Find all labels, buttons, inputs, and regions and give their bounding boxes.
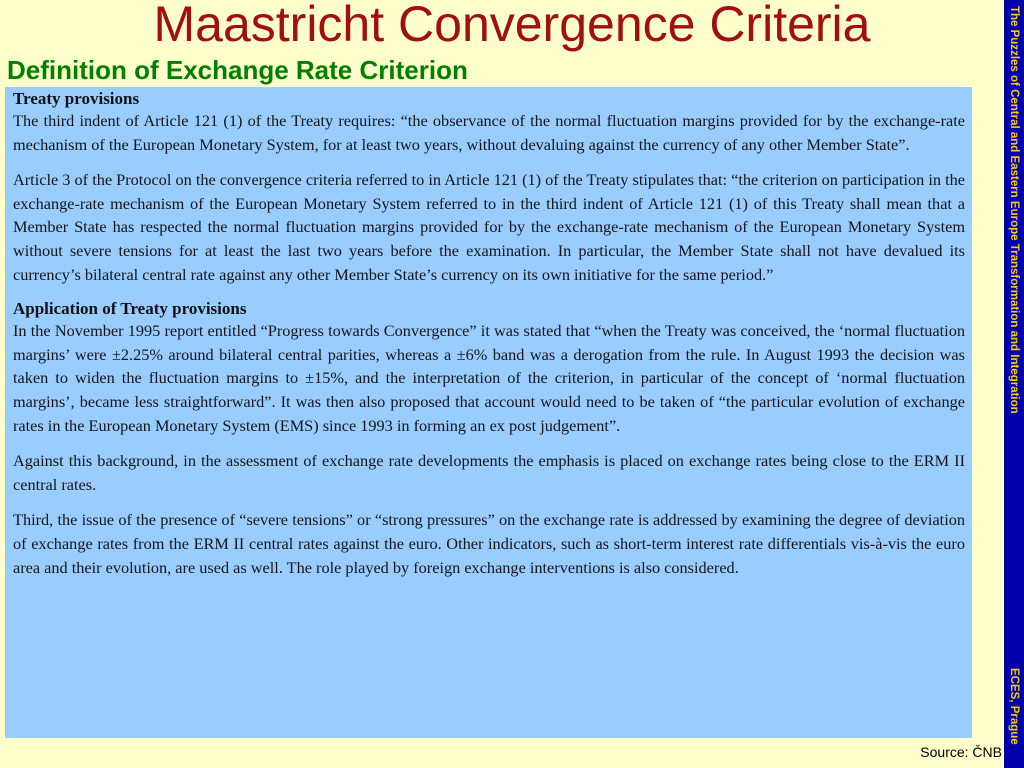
- paragraph-severe-tensions: Third, the issue of the presence of “severe tensions” or “strong pressures” on the exchange rate is addressed by examining the degree of deviation of exchange rates from the ERM II central rates against the euro. Other indicators, such as short-term interest rate differentials vis-à-vis the euro area and their evolution, are used as well. The role played by foreign exchange interventions is also considered.: [13, 510, 965, 577]
- paragraph-article-121: The third indent of Article 121 (1) of the Treaty requires: “the observance of the normal fluctuation margins provided for by the exchange-rate mechanism of the European Monetary System, for at least two years, without devaluing against the currency of any other Member State”.: [13, 111, 965, 154]
- paragraph-1995-report: In the November 1995 report entitled “Progress towards Convergence” it was stated that “when the Treaty was conceived, the ‘normal fluctuation margins’ were ±2.25% around bilateral central parities, whereas a ±6% band was a derogation from the rule. In August 1993 the decision was taken to widen the fluctuation margins to ±15%, and the interpretation of the criterion, in particular of the concept of ‘normal fluctuation margins’, became less straightforward”. It was then also proposed that account would need to be taken of “the particular evolution of exchange rates in the European Monetary System (EMS) since 1993 in forming an ex post judgement”.: [13, 321, 965, 435]
- slide-title: Maastricht Convergence Criteria: [153, 0, 871, 52]
- paragraph-background: Against this background, in the assessment of exchange rate developments the emphasis is placed on exchange rates being close to the ERM II central rates.: [13, 451, 965, 494]
- slide-subtitle: Definition of Exchange Rate Criterion: [7, 55, 468, 85]
- source-note: Source: ČNB: [920, 744, 1002, 760]
- paragraph-article-3-protocol: Article 3 of the Protocol on the convergence criteria referred to in Article 121 (1) of the Treaty stipulates that: “the criterion on participation in the exchange-rate mechanism of the European Monetary System referred to in the third indent of Article 121 (1) of this Treaty shall mean that a Member State has respected the normal fluctuation margins provided for by the exchange-rate mechanism of the European Monetary System without severe tensions for at least the last two years before the examination. In particular, the Member State shall not have devalued its currency’s bilateral central rate against any other Member State’s currency on its own initiative for the same period.”: [13, 170, 965, 284]
- section-heading-treaty-provisions: Treaty provisions: [13, 89, 140, 108]
- criterion-text-box: [5, 87, 972, 738]
- section-heading-application: Application of Treaty provisions: [13, 299, 247, 319]
- sidebar-institution: ECES, Prague: [1008, 668, 1020, 745]
- sidebar-course-title: The Puzzles of Central and Eastern Europe Transformation and Integration: [1008, 6, 1020, 414]
